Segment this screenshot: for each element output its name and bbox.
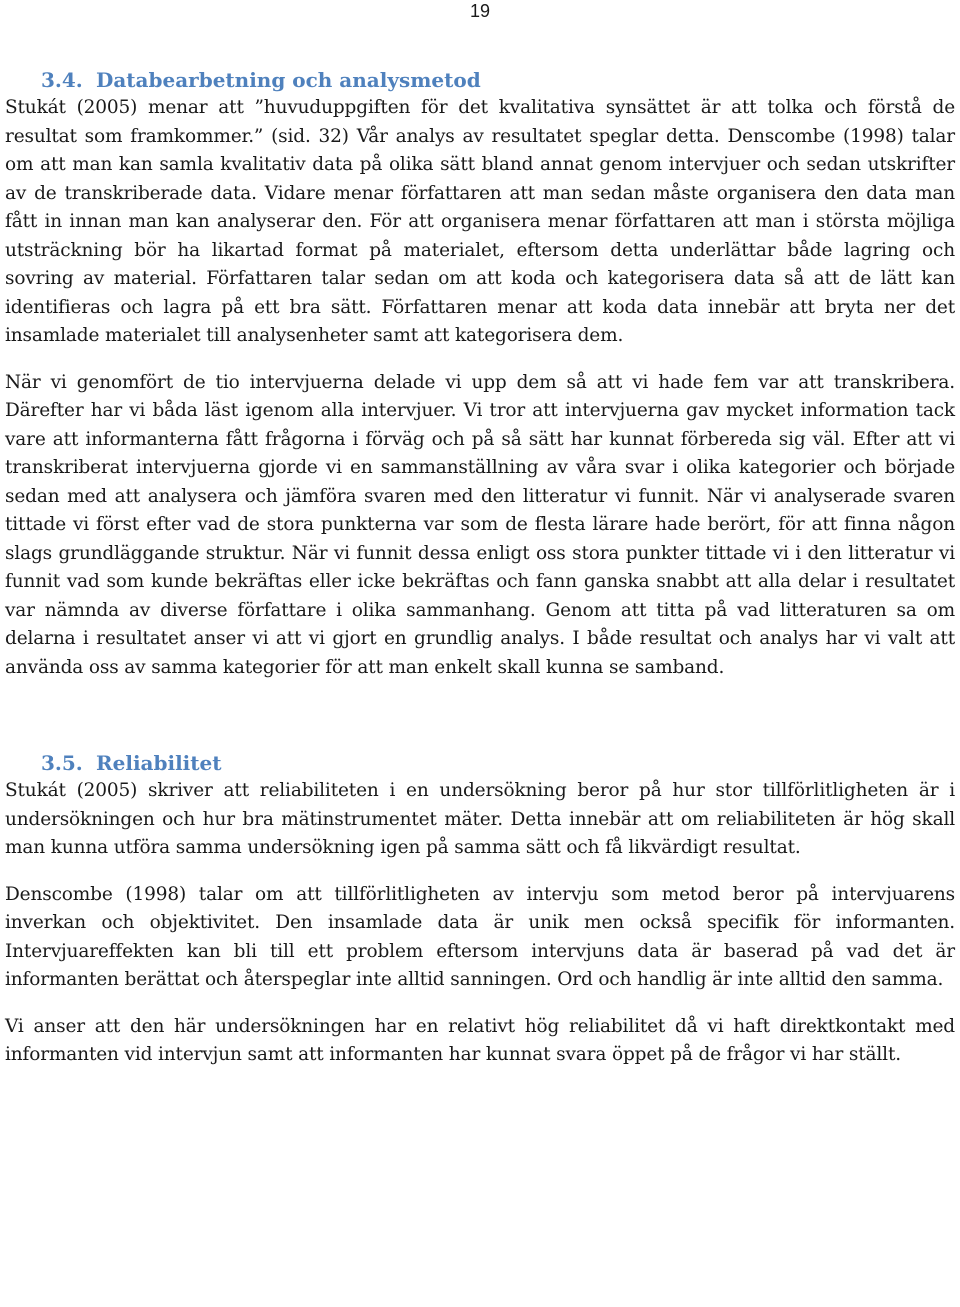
paragraph: Denscombe (1998) talar om att tillförlitligheten av intervju som metod beror på intervjuarens inverkan och objektivitet. Den insamlade data är unik men också specifik för informanten. Intervjuareffekten kan bli till ett problem eftersom intervjuns data är baserad på vad det är informanten berättat och återspeglar inte alltid sanningen. Ord och handlig är inte alltid den samma.	[5, 883, 955, 990]
page-number: 19	[469, 1, 490, 21]
section-title: Reliabilitet	[96, 751, 222, 775]
section-heading-databearbetning	[5, 66, 955, 94]
paragraph: Stukát (2005) menar att ”huvuduppgiften för det kvalitativa synsättet är att tolka och förstå de resultat som framkommer.” (sid. 32) Vår analys av resultatet speglar detta. Denscombe (1998) talar om att man kan samla kvalitativ data på olika sätt bland annat genom intervjuer och sedan utskrifter av de transkriberade data. Vidare menar författaren att man sedan måste organisera den data man fått in innan man kan analyserar den. För att organisera menar författaren att man i största möjliga utsträckning bör ha likartad format på materialet, eftersom detta underlättar både lagring och sovring av material. Författaren talar sedan om att koda och kategorisera data så att de lätt kan identifieras och lagra på ett bra sätt. Författaren menar att koda data innebär att bryta ner det insamlade materialet till analysenheter samt att kategorisera dem.	[5, 97, 955, 346]
paragraph: Stukát (2005) skriver att reliabiliteten i en undersökning beror på hur stor tillförlitligheten är i undersökningen och hur bra mätinstrumentet mäter. Detta innebär att om reliabiliteten är hög skall man kunna utföra samma undersökning igen på samma sätt och få likvärdigt resultat.	[5, 780, 955, 858]
section-heading-reliabilitet	[5, 749, 955, 777]
document-body	[5, 66, 955, 1070]
section-number: 3.5.	[41, 751, 83, 775]
paragraph: Vi anser att den här undersökningen har en relativt hög reliabilitet då vi haft direktkontakt med informanten vid intervjun samt att informanten har kunnat svara öppet på de frågor vi har ställt.	[5, 1015, 955, 1065]
section-title: Databearbetning och analysmetod	[96, 68, 481, 92]
section-number: 3.4.	[41, 68, 83, 92]
paragraph: När vi genomfört de tio intervjuerna delade vi upp dem så att vi hade fem var att transkribera. Därefter har vi båda läst igenom alla intervjuer. Vi tror att intervjuerna gav mycket information tack vare att informanterna fått frågorna i förväg och på så sätt har kunnat förbereda sig väl. Efter att vi transkriberat intervjuerna gjorde vi en sammanställning av våra svar i olika kategorier och började sedan med att analysera och jämföra svaren med den litteratur vi funnit. När vi analyserade svaren tittade vi först efter vad de stora punkterna var som de flesta lärare hade berört, för att finna någon slags grundläggande struktur. När vi funnit dessa enligt oss stora punkter tittade vi i den litteratur vi funnit vad som kunde bekräftas eller icke bekräftas och fann ganska snabbt att alla delar i resultatet var nämnda av diverse författare i olika sammanhang. Genom att titta på vad litteraturen sa om delarna i resultatet anser vi att vi gjort en grundlig analys. I både resultat och analys har vi valt att använda oss av samma kategorier för att man enkelt skall kunna se samband.	[5, 371, 955, 678]
